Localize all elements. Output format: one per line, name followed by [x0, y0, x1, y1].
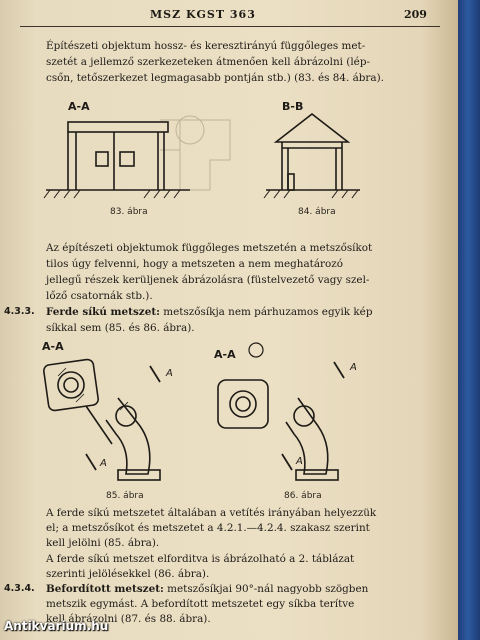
figure-84-building-section — [262, 90, 372, 218]
paragraph-3-line-3: kell jelölni (85. ábra). — [46, 537, 160, 549]
section-number-4-3-3: 4.3.3. — [4, 306, 35, 317]
figure-83-label: A-A — [68, 100, 90, 113]
paragraph-1-line-2: szetét a jellemző szerkezeteken átmenően kell ábrázolni (lép- — [46, 56, 370, 68]
paragraph-1-line-1: Építészeti objektum hossz- és keresztirányú függőleges met- — [46, 40, 366, 52]
book-cover-edge — [458, 0, 480, 640]
running-header: MSZ KGST 363 — [150, 8, 256, 21]
watermark-text: Antikvarium.hu — [4, 619, 109, 633]
section-4-3-4-line-1 — [46, 581, 368, 597]
section-4-3-3-text: metszősíkja nem párhuzamos egyik kép — [159, 306, 373, 318]
figure-83-caption: 83. ábra — [110, 207, 148, 217]
figure-85-marker-top: A — [166, 368, 173, 379]
section-4-3-4-term: Befordított metszet: — [46, 583, 164, 595]
figure-86-marker-bottom: A — [296, 456, 303, 467]
figure-85-marker-bottom: A — [100, 458, 107, 469]
paragraph-2-line-4: lőző csatornák stb.). — [46, 290, 153, 302]
figure-84-label: B-B — [282, 100, 304, 113]
page-number: 209 — [404, 8, 427, 21]
section-4-3-3-line-1 — [46, 304, 372, 320]
figure-86-label: A-A — [214, 348, 236, 361]
figure-83-building-section — [40, 90, 240, 218]
paragraph-3-line-1: A ferde síkú metszetet általában a vetítés irányában helyezzük — [46, 507, 377, 519]
paragraph-1-line-3: csőn, tetőszerkezet legmagasabb pontján stb.) (83. és 84. ábra). — [46, 72, 384, 84]
figure-86-rotated-oblique-section — [206, 336, 386, 502]
figure-86-caption: 86. ábra — [284, 491, 322, 501]
figure-85-caption: 85. ábra — [106, 491, 144, 501]
paragraph-3-line-2: el; a metszősíkot és metszetet a 4.2.1.—4.2.4. szakasz szerint — [46, 522, 370, 534]
section-number-4-3-4: 4.3.4. — [4, 583, 35, 594]
figure-85-oblique-section — [30, 336, 220, 502]
paragraph-2-line-1: Az építészeti objektumok függőleges metszetén a metszősíkot — [46, 242, 373, 254]
section-4-3-4-line-2: metszik egymást. A befordított metszetet egy síkba terítve — [46, 598, 355, 610]
header-rule — [20, 26, 440, 27]
section-4-3-4-text: metszősíkjai 90°-nál nagyobb szögben — [163, 583, 369, 595]
section-4-3-3-term: Ferde síkú metszet: — [46, 306, 160, 318]
paragraph-2-line-3: jellegű részek kerüljenek ábrázolásra (füstelvezető vagy szel- — [46, 274, 370, 286]
section-4-3-3-line-2: síkkal sem (85. és 86. ábra). — [46, 322, 195, 334]
figure-84-caption: 84. ábra — [298, 207, 336, 217]
paragraph-4-line-2: szerinti jelölésekkel (86. ábra). — [46, 568, 210, 580]
paragraph-2-line-2: tilos úgy felvenni, hogy a metszeten a nem meghatározó — [46, 258, 343, 270]
section-4-3-4-line-3: kell ábrázolni (87. és 88. ábra). — [46, 613, 211, 625]
figure-86-marker-top: A — [350, 362, 357, 373]
paragraph-4-line-1: A ferde síkú metszet elforditva is ábrázolható a 2. táblázat — [46, 553, 355, 565]
figure-85-label: A-A — [42, 340, 64, 353]
